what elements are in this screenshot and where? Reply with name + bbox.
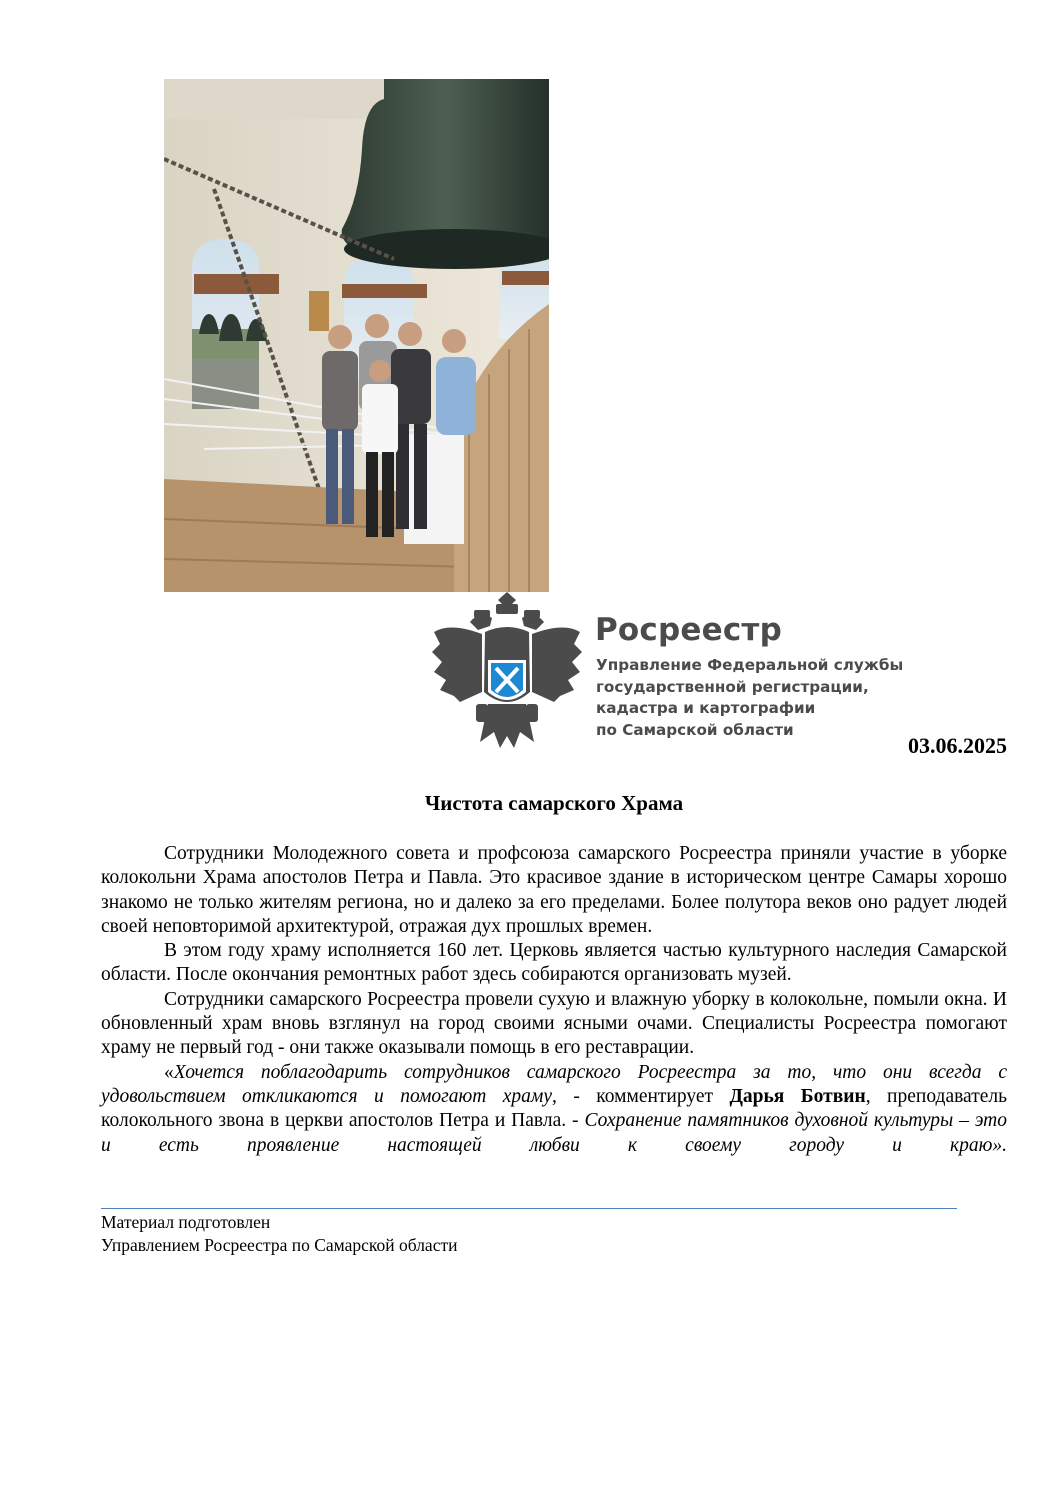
bell-tower-photo	[164, 79, 549, 592]
org-subtitle	[596, 655, 903, 741]
org-line-4: по Самарской области	[596, 720, 794, 739]
org-line-3: кадастра и картографии	[596, 699, 816, 717]
paragraph-1: Сотрудники Молодежного совета и профсоюза самарского Росреестра приняли участие в уборке колокольни Храма апостолов Петра и Павла. Это красивое здание в историческом центре Самары хорошо знакомо не только жителям региона, но и далеко за его пределами. Более полутора веков оно радует людей своей неповторимой архитектурой, отражая дух прошлых времен.	[101, 843, 1007, 937]
org-line-2: государственной регистрации,	[596, 677, 869, 696]
footer	[101, 1211, 457, 1257]
photo-illustration	[164, 79, 549, 592]
footer-line-1: Материал подготовлен	[101, 1212, 271, 1232]
double-headed-eagle-emblem-icon	[430, 592, 584, 754]
footer-divider	[101, 1208, 957, 1209]
org-name: Росреестр	[595, 612, 782, 648]
paragraph-2: В этом году храму исполняется 160 лет. Церковь является частью культурного наследия Самарской области. После окончания ремонтных работ здесь собираются организовать музей.	[101, 940, 1007, 986]
quote-comment-1: , - комментирует	[552, 1085, 730, 1107]
article-body	[101, 842, 1007, 1158]
paragraph-3: Сотрудники самарского Росреестра провели сухую и влажную уборку в колокольне, помыли окна. И обновленный храм вновь взглянул на город своими ясными очами. Специалисты Росреестра помогают храму не первый год - они также оказывали помощь в его реставрации.	[101, 988, 1007, 1059]
quote-part-2: Сохранение памятников духовной культуры – это и есть проявление настоящей любви к своему городу и краю	[101, 1110, 1007, 1156]
close-quote: ».	[992, 1134, 1007, 1156]
quote-part-1: Хочется поблагодарить сотрудников самарского Росреестра за то, что они всегда с удовольствием откликаются и помогают храму	[101, 1061, 1007, 1107]
rosreestr-logo	[430, 592, 910, 757]
publication-date: 03.06.2025	[908, 733, 1007, 758]
article-title: Чистота самарского Храма	[424, 791, 684, 815]
paragraph-4-quote	[101, 1061, 1007, 1158]
speaker-name: Дарья Ботвин	[729, 1085, 866, 1107]
org-line-1: Управление Федеральной службы	[596, 656, 904, 674]
footer-line-2: Управлением Росреестра по Самарской области	[101, 1235, 458, 1255]
open-quote: «	[164, 1061, 174, 1083]
quote-comment-2: , преподаватель колокольного звона в церкви апостолов Петра и Павла. -	[101, 1085, 1007, 1132]
